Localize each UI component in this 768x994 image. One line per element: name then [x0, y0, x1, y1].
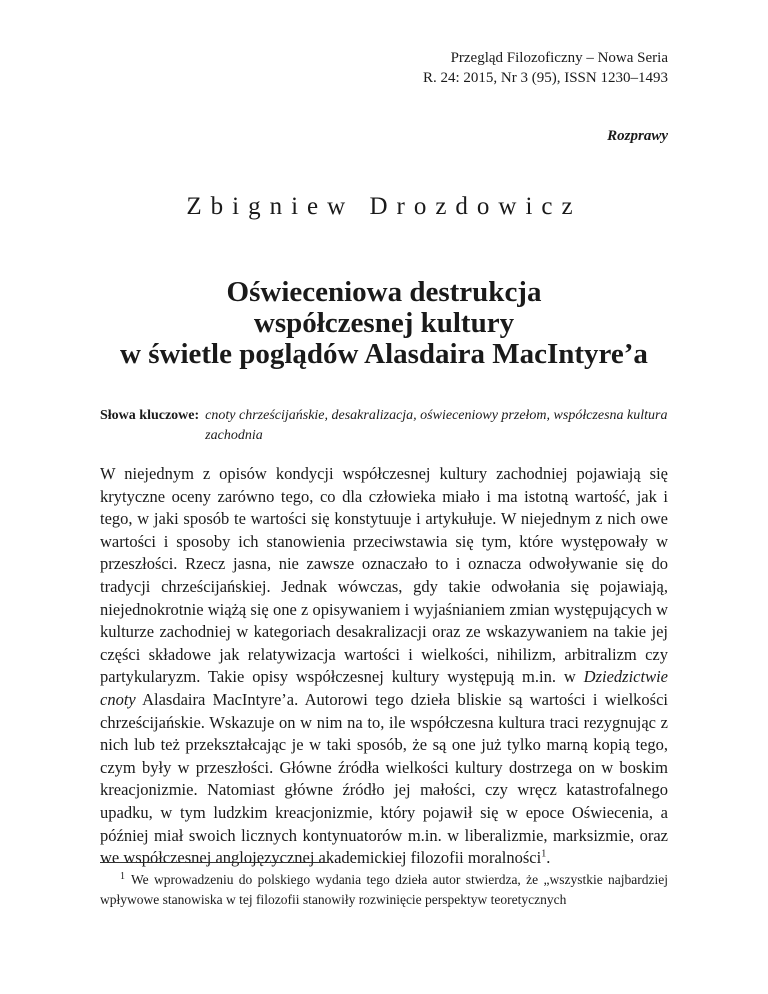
- body-text-end: .: [546, 848, 551, 868]
- author-name: Zbigniew Drozdowicz: [186, 193, 582, 220]
- title-line: współczesnej kultury: [253, 307, 515, 339]
- footnote-text: We wprowadzeniu do polskiego wydania tego dzieła autor stwierdza, że „wszystkie najbardziej wpływowe stanowiska w tej filozofii stanowiły rozwinięcie perspektyw teoretycznych: [100, 872, 668, 907]
- body-text-part: Alasdaira MacIntyre’a. Autorowi tego dzieła bliskie są wartości i wielkości chrześcijańskie. Wskazuje on w nim na to, ile współczesna kultura traci rezygnując z nich lub też przekształcając je w taki sposób, że są one już tylko marną kopią tego, czym były w przeszłości. Główne źródła wielkości kultury dostrzega on w boskim kreacjonizmie. Natomiast główne źródło jej małości, czy wręcz katastrofalnego upadku, w tym ludzkim kreacjonizmie, który pojawił się w epoce Oświecenia, a później miał swoich licznych kontynuatorów m.in. w liberalizmie, marksizmie, oraz we współczesnej anglojęzycznej akademickiej filozofii moralności: [100, 689, 668, 868]
- footnote: [100, 870, 668, 910]
- title-line: Oświeceniowa destrukcja: [226, 276, 542, 308]
- journal-header: [423, 48, 668, 88]
- body-text-part: W niejednym z opisów kondycji współczesnej kultury zachodniej pojawiają się krytyczne oceny zarówno tego, co dla człowieka miało i ma istotną wartość, jak i tego, w jaki sposób te wartości się konstytuuje i artykułuje. W niejednym z nich owe wartości i sposoby ich stanowienia przeciwstawia się tym, które występowały w przeszłości. Rzecz jasna, nie zawsze oznaczało to i oznacza odwoływanie się do tradycji chrześcijańskiej. Jednak wówczas, gdy takie odwołania się pojawiają, niejednokrotnie wiążą się one z opisywaniem i wyjaśnianiem zmian występujących w kulturze zachodniej w kategoriach desakralizacji oraz ze wskazywaniem na takie jej części składowe jak relatywizacja wartości i wielkości, nihilizm, arbitralizm czy partykularyzm. Takie opisy współczesnej kultury występują m.in. w: [100, 464, 668, 687]
- article-title: [0, 277, 768, 370]
- journal-name: Przegląd Filozoficzny – Nowa Seria: [450, 50, 668, 66]
- title-line: w świetle poglądów Alasdaira MacIntyre’a: [120, 338, 648, 370]
- section-label: Rozprawy: [607, 128, 668, 144]
- body-paragraph: [100, 463, 668, 870]
- keywords-label: Słowa kluczowe:: [100, 408, 200, 423]
- keywords-block: [100, 406, 670, 446]
- footnote-reference[interactable]: 1: [541, 848, 547, 860]
- keywords-text: cnoty chrześcijańskie, desakralizacja, oświeceniowy przełom, współczesna kultura zachodnia: [205, 408, 668, 443]
- cited-work-title: Dziedzictwie cnoty: [100, 667, 668, 709]
- footnote-divider: [100, 862, 327, 863]
- journal-issue-info: R. 24: 2015, Nr 3 (95), ISSN 1230–1493: [422, 70, 668, 86]
- footnote-number: 1: [120, 870, 125, 882]
